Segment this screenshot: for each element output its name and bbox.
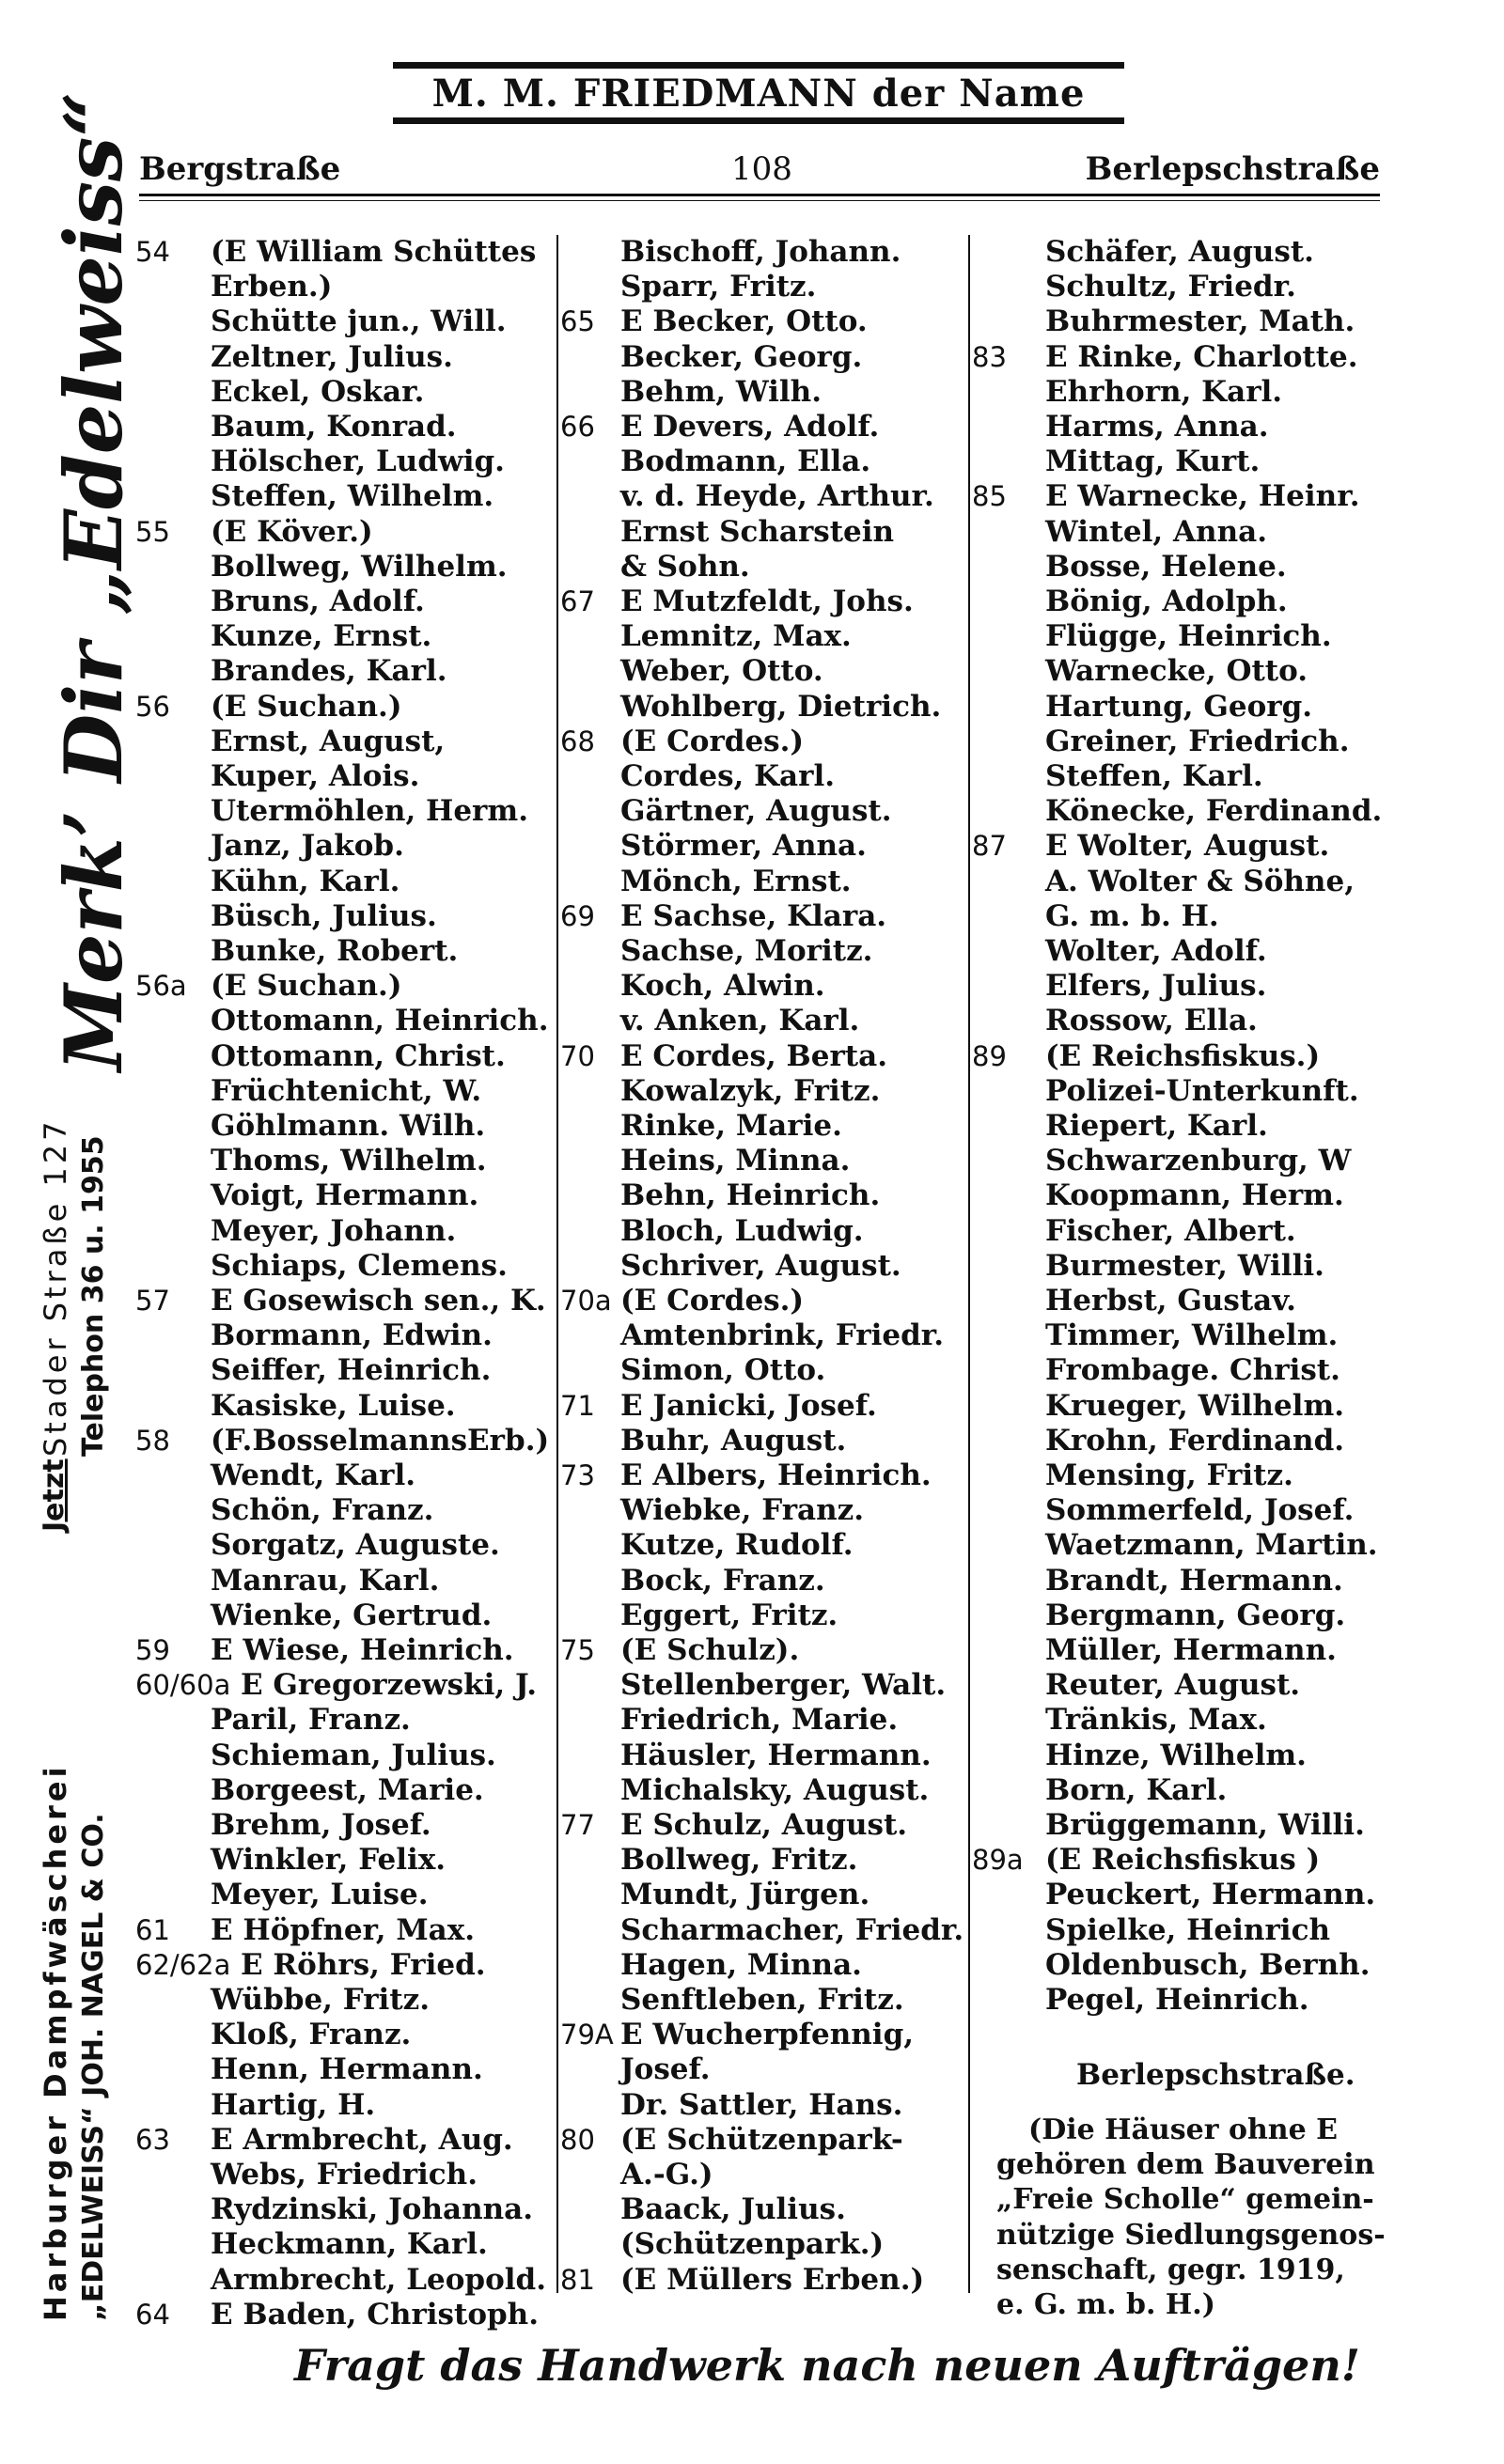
resident-name: Winkler, Felix. xyxy=(211,1843,446,1878)
house-number: 67 xyxy=(560,585,595,617)
resident-name: Warnecke, Otto. xyxy=(1045,654,1308,689)
resident-name: Rossow, Ella. xyxy=(1045,1004,1258,1038)
resident-name: Stellenberger, Walt. xyxy=(620,1668,947,1703)
resident-name: E Röhrs, Fried. xyxy=(241,1947,486,1982)
resident-name: Polizei-Unterkunft. xyxy=(1045,1073,1359,1108)
resident-name: E Gosewisch sen., K. xyxy=(211,1284,546,1318)
resident-name: Gärtner, August. xyxy=(620,794,892,829)
resident-name: Schütte jun., Will. xyxy=(211,304,507,339)
resident-name: Senftleben, Fritz. xyxy=(620,1983,904,2017)
side-ad-jetzt: Jetzt xyxy=(38,1458,70,1532)
side-slogan: Merk’ Dir „Edelweiss“ xyxy=(47,91,140,1071)
house-number: 61 xyxy=(135,1913,170,1946)
resident-name: Bönig, Adolph. xyxy=(1045,585,1288,618)
resident-name: Baack, Julius. xyxy=(620,2192,846,2227)
resident-name: Michalsky, August. xyxy=(620,1772,930,1807)
resident-name: Paril, Franz. xyxy=(211,1703,411,1738)
house-number: 83 xyxy=(972,340,1007,373)
resident-name: Behn, Heinrich. xyxy=(620,1178,881,1213)
resident-name: Wiebke, Franz. xyxy=(620,1493,865,1528)
resident-name: Scharmacher, Friedr. xyxy=(620,1912,964,1947)
resident-name: Cordes, Karl. xyxy=(620,759,836,793)
resident-name: (E Cordes.) xyxy=(620,1284,805,1318)
resident-name: Koopmann, Herm. xyxy=(1045,1178,1344,1213)
resident-name: Brandt, Hermann. xyxy=(1045,1563,1343,1598)
house-number: 59 xyxy=(135,1634,170,1666)
resident-name: E Wucherpfennig, xyxy=(620,2018,915,2052)
resident-name: Henn, Hermann. xyxy=(211,2052,483,2087)
resident-name: v. d. Heyde, Arthur. xyxy=(620,479,934,514)
resident-name: Manrau, Karl. xyxy=(211,1563,440,1598)
resident-name: Wohlberg, Dietrich. xyxy=(620,689,942,724)
berlepsch-note-line: senschaft, gegr. 1919, xyxy=(996,2253,1345,2286)
resident-name: Hagen, Minna. xyxy=(620,1947,862,1982)
house-number: 70a xyxy=(560,1285,612,1317)
resident-name: Buhrmester, Math. xyxy=(1045,304,1355,339)
house-number: 57 xyxy=(135,1285,170,1317)
resident-name: Hartig, H. xyxy=(211,2087,376,2122)
house-number: 89a xyxy=(972,1844,1024,1877)
resident-name: Herbst, Gustav. xyxy=(1045,1284,1296,1318)
resident-name: Rydzinski, Johanna. xyxy=(211,2192,534,2227)
column-divider-1 xyxy=(556,235,558,2293)
side-ad-address: Stader Straße 127 xyxy=(38,1117,73,1457)
resident-name: Bischoff, Johann. xyxy=(620,235,901,269)
house-number: 75 xyxy=(560,1634,595,1666)
resident-name: (E Schützenpark- xyxy=(620,2122,903,2157)
resident-name: E Wiese, Heinrich. xyxy=(211,1633,514,1667)
resident-name: Ottomann, Christ. xyxy=(211,1038,506,1073)
resident-name: (E Suchan.) xyxy=(211,689,402,724)
resident-name: Utermöhlen, Herm. xyxy=(211,794,528,829)
resident-name: Lemnitz, Max. xyxy=(620,619,852,654)
resident-name: Bosse, Helene. xyxy=(1045,549,1287,584)
resident-name: E Albers, Heinrich. xyxy=(620,1458,932,1492)
resident-name: Fischer, Albert. xyxy=(1045,1213,1296,1248)
resident-name: & Sohn. xyxy=(620,549,750,584)
resident-name: v. Anken, Karl. xyxy=(620,1004,860,1038)
resident-name: Ottomann, Heinrich. xyxy=(211,1004,549,1038)
resident-name: Bollweg, Wilhelm. xyxy=(211,549,508,584)
resident-name: E Baden, Christoph. xyxy=(211,2297,540,2331)
resident-name: Kühn, Karl. xyxy=(211,864,400,898)
resident-name: (E Cordes.) xyxy=(620,724,805,758)
resident-name: Kloß, Franz. xyxy=(211,2018,412,2052)
resident-name: Borgeest, Marie. xyxy=(211,1772,484,1807)
resident-name: Oldenbusch, Bernh. xyxy=(1045,1947,1371,1982)
resident-name: Josef. xyxy=(620,2052,711,2087)
resident-name: (E Reichsfiskus ) xyxy=(1045,1843,1321,1878)
resident-name: Wintel, Anna. xyxy=(1045,514,1267,549)
resident-name: Schriver, August. xyxy=(620,1248,901,1283)
resident-name: Bollweg, Fritz. xyxy=(620,1843,858,1878)
resident-name: Harms, Anna. xyxy=(1045,410,1269,444)
side-ad-name: „EDELWEISS“ JOH. NAGEL & CO. xyxy=(77,1813,110,2321)
resident-name: A. Wolter & Söhne, xyxy=(1045,864,1355,898)
resident-name: Wienke, Gertrud. xyxy=(211,1598,493,1632)
resident-name: Eckel, Oskar. xyxy=(211,374,425,409)
resident-name: A.-G.) xyxy=(620,2158,713,2191)
resident-name: Reuter, August. xyxy=(1045,1668,1301,1703)
berlepsch-note-line: (Die Häuser ohne E xyxy=(1028,2113,1338,2146)
resident-name: (E Müllers Erben.) xyxy=(620,2262,925,2297)
berlepsch-note-line: nützige Siedlungsgenos- xyxy=(996,2218,1386,2252)
page-number: 108 xyxy=(731,150,792,188)
house-number: 64 xyxy=(135,2298,170,2331)
resident-name: Hartung, Georg. xyxy=(1045,689,1313,724)
berlepsch-note-line: „Freie Scholle“ gemein- xyxy=(996,2183,1374,2217)
resident-name: Brehm, Josef. xyxy=(211,1808,431,1842)
house-number: 68 xyxy=(560,725,595,757)
resident-name: E Cordes, Berta. xyxy=(620,1038,887,1073)
resident-name: Frombage. Christ. xyxy=(1045,1353,1340,1388)
resident-name: Göhlmann. Wilh. xyxy=(211,1109,486,1143)
column-divider-2 xyxy=(968,235,970,2293)
resident-name: Dr. Sattler, Hans. xyxy=(620,2087,903,2122)
resident-name: E Devers, Adolf. xyxy=(620,410,880,444)
resident-name: Meyer, Luise. xyxy=(211,1878,429,1912)
resident-name: Kasiske, Luise. xyxy=(211,1388,456,1423)
resident-name: Pegel, Heinrich. xyxy=(1045,1983,1309,2017)
resident-name: Zeltner, Julius. xyxy=(211,339,453,374)
resident-name: Becker, Georg. xyxy=(620,339,863,374)
resident-name: Hinze, Wilhelm. xyxy=(1045,1738,1307,1772)
house-number: 63 xyxy=(135,2123,170,2156)
resident-name: (F.BosselmannsErb.) xyxy=(211,1423,550,1458)
resident-name: (E Reichsfiskus.) xyxy=(1045,1038,1321,1073)
resident-name: (E Suchan.) xyxy=(211,969,402,1004)
resident-name: Häusler, Hermann. xyxy=(620,1738,932,1772)
resident-name: Ernst Scharstein xyxy=(620,514,895,549)
resident-name: Eggert, Fritz. xyxy=(620,1598,838,1632)
resident-name: Steffen, Wilhelm. xyxy=(211,479,494,514)
resident-name: E Mutzfeldt, Johs. xyxy=(620,585,914,618)
resident-name: E Sachse, Klara. xyxy=(620,898,887,933)
resident-name: Elfers, Julius. xyxy=(1045,969,1267,1004)
house-number: 77 xyxy=(560,1809,595,1841)
house-number: 54 xyxy=(135,236,170,268)
footer-slogan: Fragt das Handwerk nach neuen Aufträgen! xyxy=(294,2340,1360,2391)
resident-name: Greiner, Friedrich. xyxy=(1045,724,1350,758)
house-number: 81 xyxy=(560,2263,595,2296)
resident-name: Schultz, Friedr. xyxy=(1045,270,1296,304)
resident-name: Behm, Wilh. xyxy=(620,374,822,409)
resident-name: Könecke, Ferdinand. xyxy=(1045,794,1383,829)
resident-name: Spielke, Heinrich xyxy=(1045,1912,1330,1947)
berlepsch-note-line: e. G. m. b. H.) xyxy=(996,2288,1215,2321)
resident-name: Schwarzenburg, W xyxy=(1045,1144,1352,1178)
header-rule-thick xyxy=(139,194,1380,196)
house-number: 79A xyxy=(560,2019,614,2051)
resident-name: Wendt, Karl. xyxy=(211,1458,416,1492)
house-number: 56 xyxy=(135,690,170,723)
resident-name: Koch, Alwin. xyxy=(620,969,825,1004)
resident-name: Schiaps, Clemens. xyxy=(211,1248,508,1283)
resident-name: Bloch, Ludwig. xyxy=(620,1213,864,1248)
resident-name: Kunze, Ernst. xyxy=(211,619,432,654)
house-number: 87 xyxy=(972,830,1007,863)
resident-name: Kowalzyk, Fritz. xyxy=(620,1073,881,1108)
resident-name: Steffen, Karl. xyxy=(1045,759,1263,793)
resident-name: Störmer, Anna. xyxy=(620,829,867,864)
resident-name: Seiffer, Heinrich. xyxy=(211,1353,492,1388)
resident-name: Armbrecht, Leopold. xyxy=(211,2262,547,2297)
resident-name: Heins, Minna. xyxy=(620,1144,851,1178)
resident-name: Hölscher, Ludwig. xyxy=(211,444,505,479)
resident-name: Baum, Konrad. xyxy=(211,410,457,444)
resident-name: Mensing, Fritz. xyxy=(1045,1458,1293,1492)
resident-name: E Höpfner, Max. xyxy=(211,1912,475,1947)
resident-name: Bormann, Edwin. xyxy=(211,1318,493,1353)
header-street-left: Bergstraße xyxy=(139,150,341,188)
side-ad-telephone: Telephon 36 u. 1955 xyxy=(77,1135,110,1457)
resident-name: Meyer, Johann. xyxy=(211,1213,457,1248)
resident-name: E Wolter, August. xyxy=(1045,829,1330,864)
resident-name: Waetzmann, Martin. xyxy=(1045,1528,1378,1563)
resident-name: E Becker, Otto. xyxy=(620,304,868,339)
resident-name: Ernst, August, xyxy=(211,724,446,758)
resident-name: Schäfer, August. xyxy=(1045,235,1314,269)
resident-name: Peuckert, Hermann. xyxy=(1045,1878,1376,1912)
resident-name: Janz, Jakob. xyxy=(211,829,404,864)
resident-name: (E Schulz). xyxy=(620,1633,800,1667)
resident-name: Brüggemann, Willi. xyxy=(1045,1808,1365,1842)
berlepsch-note-line: gehören dem Bauverein xyxy=(996,2148,1375,2182)
resident-name: Brandes, Karl. xyxy=(211,654,447,689)
resident-name: Buhr, August. xyxy=(620,1423,847,1458)
resident-name: Kutze, Rudolf. xyxy=(620,1528,854,1563)
resident-name: Kuper, Alois. xyxy=(211,759,420,793)
resident-name: Krueger, Wilhelm. xyxy=(1045,1388,1345,1423)
resident-name: Schön, Franz. xyxy=(211,1493,434,1528)
resident-name: Erben.) xyxy=(211,270,333,304)
house-number: 71 xyxy=(560,1389,595,1422)
resident-name: Rinke, Marie. xyxy=(620,1109,842,1143)
resident-name: Webs, Friedrich. xyxy=(211,2158,478,2191)
resident-name: Schieman, Julius. xyxy=(211,1738,496,1772)
resident-name: E Gregorzewski, J. xyxy=(241,1668,537,1703)
resident-name: Thoms, Wilhelm. xyxy=(211,1144,487,1178)
resident-name: (E Köver.) xyxy=(211,514,373,549)
resident-name: Flügge, Heinrich. xyxy=(1045,619,1332,654)
resident-name: E Janicki, Josef. xyxy=(620,1388,877,1423)
resident-name: Krohn, Ferdinand. xyxy=(1045,1423,1345,1458)
resident-name: Friedrich, Marie. xyxy=(620,1703,899,1738)
house-number: 60/60a xyxy=(135,1669,231,1702)
resident-name: Wübbe, Fritz. xyxy=(211,1983,431,2017)
house-number: 56a xyxy=(135,970,187,1003)
page-header xyxy=(139,150,1380,197)
resident-name: (Schützenpark.) xyxy=(620,2227,885,2262)
resident-name: Sorgatz, Auguste. xyxy=(211,1528,500,1563)
house-number: 80 xyxy=(560,2123,595,2156)
house-number: 85 xyxy=(972,480,1007,513)
house-number: 69 xyxy=(560,899,595,932)
resident-name: Mittag, Kurt. xyxy=(1045,444,1261,479)
house-number: 62/62a xyxy=(135,1948,231,1981)
resident-name: Müller, Hermann. xyxy=(1045,1633,1337,1667)
resident-name: Riepert, Karl. xyxy=(1045,1109,1268,1143)
house-number: 55 xyxy=(135,515,170,548)
house-number: 65 xyxy=(560,305,595,338)
resident-name: E Rinke, Charlotte. xyxy=(1045,339,1358,374)
resident-name: Sachse, Moritz. xyxy=(620,934,873,968)
resident-name: Bock, Franz. xyxy=(620,1563,825,1598)
house-number: 89 xyxy=(972,1039,1007,1072)
resident-name: Sparr, Fritz. xyxy=(620,270,817,304)
resident-name: Bunke, Robert. xyxy=(211,934,459,968)
header-rule-thin xyxy=(139,200,1380,201)
resident-name: E Schulz, August. xyxy=(620,1808,908,1842)
resident-name: Voigt, Hermann. xyxy=(211,1178,479,1213)
resident-name: Ehrhorn, Karl. xyxy=(1045,374,1283,409)
resident-name: Burmester, Willi. xyxy=(1045,1248,1324,1283)
resident-name: Amtenbrink, Friedr. xyxy=(620,1318,945,1353)
resident-name: E Armbrecht, Aug. xyxy=(211,2122,513,2157)
resident-name: Simon, Otto. xyxy=(620,1353,826,1388)
resident-name: Früchtenicht, W. xyxy=(211,1073,482,1108)
header-street-right: Berlepschstraße xyxy=(1085,150,1380,188)
berlepsch-heading: Berlepschstraße. xyxy=(1076,2058,1355,2092)
resident-name: Mönch, Ernst. xyxy=(620,864,852,898)
resident-name: Sommerfeld, Josef. xyxy=(1045,1493,1355,1528)
resident-name: (E William Schüttes xyxy=(211,235,537,269)
side-ad-company: Harburger Dampfwäscherei xyxy=(38,1763,73,2321)
resident-name: Büsch, Julius. xyxy=(211,898,437,933)
resident-name: Weber, Otto. xyxy=(620,654,823,689)
resident-name: Born, Karl. xyxy=(1045,1772,1228,1807)
resident-name: Mundt, Jürgen. xyxy=(620,1878,870,1912)
resident-name: G. m. b. H. xyxy=(1045,898,1219,933)
resident-name: Bruns, Adolf. xyxy=(211,585,425,618)
resident-name: Bodmann, Ella. xyxy=(620,444,871,479)
resident-name: Timmer, Wilhelm. xyxy=(1045,1318,1339,1353)
resident-name: Bergmann, Georg. xyxy=(1045,1598,1346,1632)
resident-name: E Warnecke, Heinr. xyxy=(1045,479,1360,514)
banner-title: M. M. FRIEDMANN der Name xyxy=(393,62,1124,124)
house-number: 58 xyxy=(135,1424,170,1457)
resident-name: Wolter, Adolf. xyxy=(1045,934,1267,968)
house-number: 73 xyxy=(560,1459,595,1491)
resident-name: Tränkis, Max. xyxy=(1045,1703,1267,1738)
house-number: 66 xyxy=(560,411,595,443)
resident-name: Heckmann, Karl. xyxy=(211,2227,488,2262)
house-number: 70 xyxy=(560,1039,595,1072)
